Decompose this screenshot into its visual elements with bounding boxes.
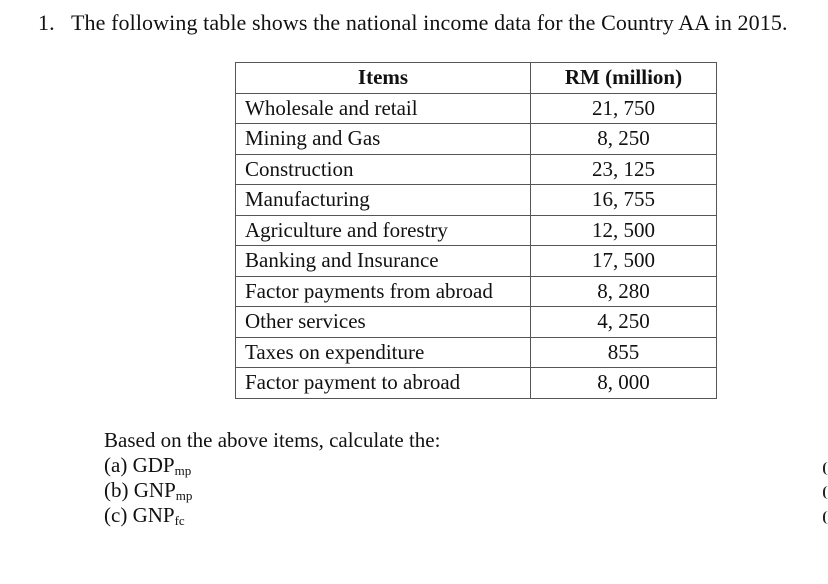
- part-subscript: fc: [174, 513, 185, 528]
- calculation-instructions: [104, 428, 440, 528]
- question-heading: [38, 10, 788, 36]
- part-term: GNP: [133, 478, 176, 502]
- cropped-edge-mark: [823, 486, 828, 499]
- table-row: [236, 124, 717, 155]
- row-value: 8, 250: [531, 124, 717, 155]
- part-label: (b): [104, 478, 129, 502]
- question-text: The following table shows the national income data for the Country AA in 2015.: [71, 10, 788, 35]
- row-item: Factor payment to abroad: [236, 368, 531, 399]
- row-value: 17, 500: [531, 246, 717, 277]
- row-item: Construction: [236, 154, 531, 185]
- row-value: 855: [531, 337, 717, 368]
- instructions-intro: Based on the above items, calculate the:: [104, 428, 441, 452]
- row-value: 12, 500: [531, 215, 717, 246]
- row-item: Banking and Insurance: [236, 246, 531, 277]
- row-item: Taxes on expenditure: [236, 337, 531, 368]
- table-row: [236, 93, 717, 124]
- row-item: Other services: [236, 307, 531, 338]
- part-term: GNP: [132, 503, 175, 527]
- row-value: 16, 755: [531, 185, 717, 216]
- table-row: [236, 185, 717, 216]
- table-row: [236, 368, 717, 399]
- row-item: Factor payments from abroad: [236, 276, 531, 307]
- row-item: Agriculture and forestry: [236, 215, 531, 246]
- part-label: (a): [104, 453, 128, 477]
- table-row: [236, 215, 717, 246]
- row-value: 8, 000: [531, 368, 717, 399]
- row-item: Mining and Gas: [236, 124, 531, 155]
- national-income-table: [235, 62, 717, 399]
- header-items: Items: [236, 63, 531, 94]
- question-number: 1.: [38, 10, 55, 35]
- part-b: [104, 478, 440, 503]
- part-a: [104, 453, 440, 478]
- row-value: 4, 250: [531, 307, 717, 338]
- part-subscript: mp: [175, 488, 193, 503]
- table-row: [236, 154, 717, 185]
- part-term: GDP: [132, 453, 175, 477]
- part-c: [104, 503, 440, 528]
- table-header-row: [236, 63, 717, 94]
- row-value: 8, 280: [531, 276, 717, 307]
- table-row: [236, 276, 717, 307]
- table-row: [236, 337, 717, 368]
- part-label: (c): [104, 503, 128, 527]
- row-value: 23, 125: [531, 154, 717, 185]
- row-item: Wholesale and retail: [236, 93, 531, 124]
- table-row: [236, 307, 717, 338]
- cropped-edge-mark: [823, 462, 828, 475]
- part-subscript: mp: [174, 463, 192, 478]
- cropped-edge-mark: [823, 511, 828, 524]
- row-item: Manufacturing: [236, 185, 531, 216]
- table-row: [236, 246, 717, 277]
- header-rm-million: RM (million): [531, 63, 717, 94]
- row-value: 21, 750: [531, 93, 717, 124]
